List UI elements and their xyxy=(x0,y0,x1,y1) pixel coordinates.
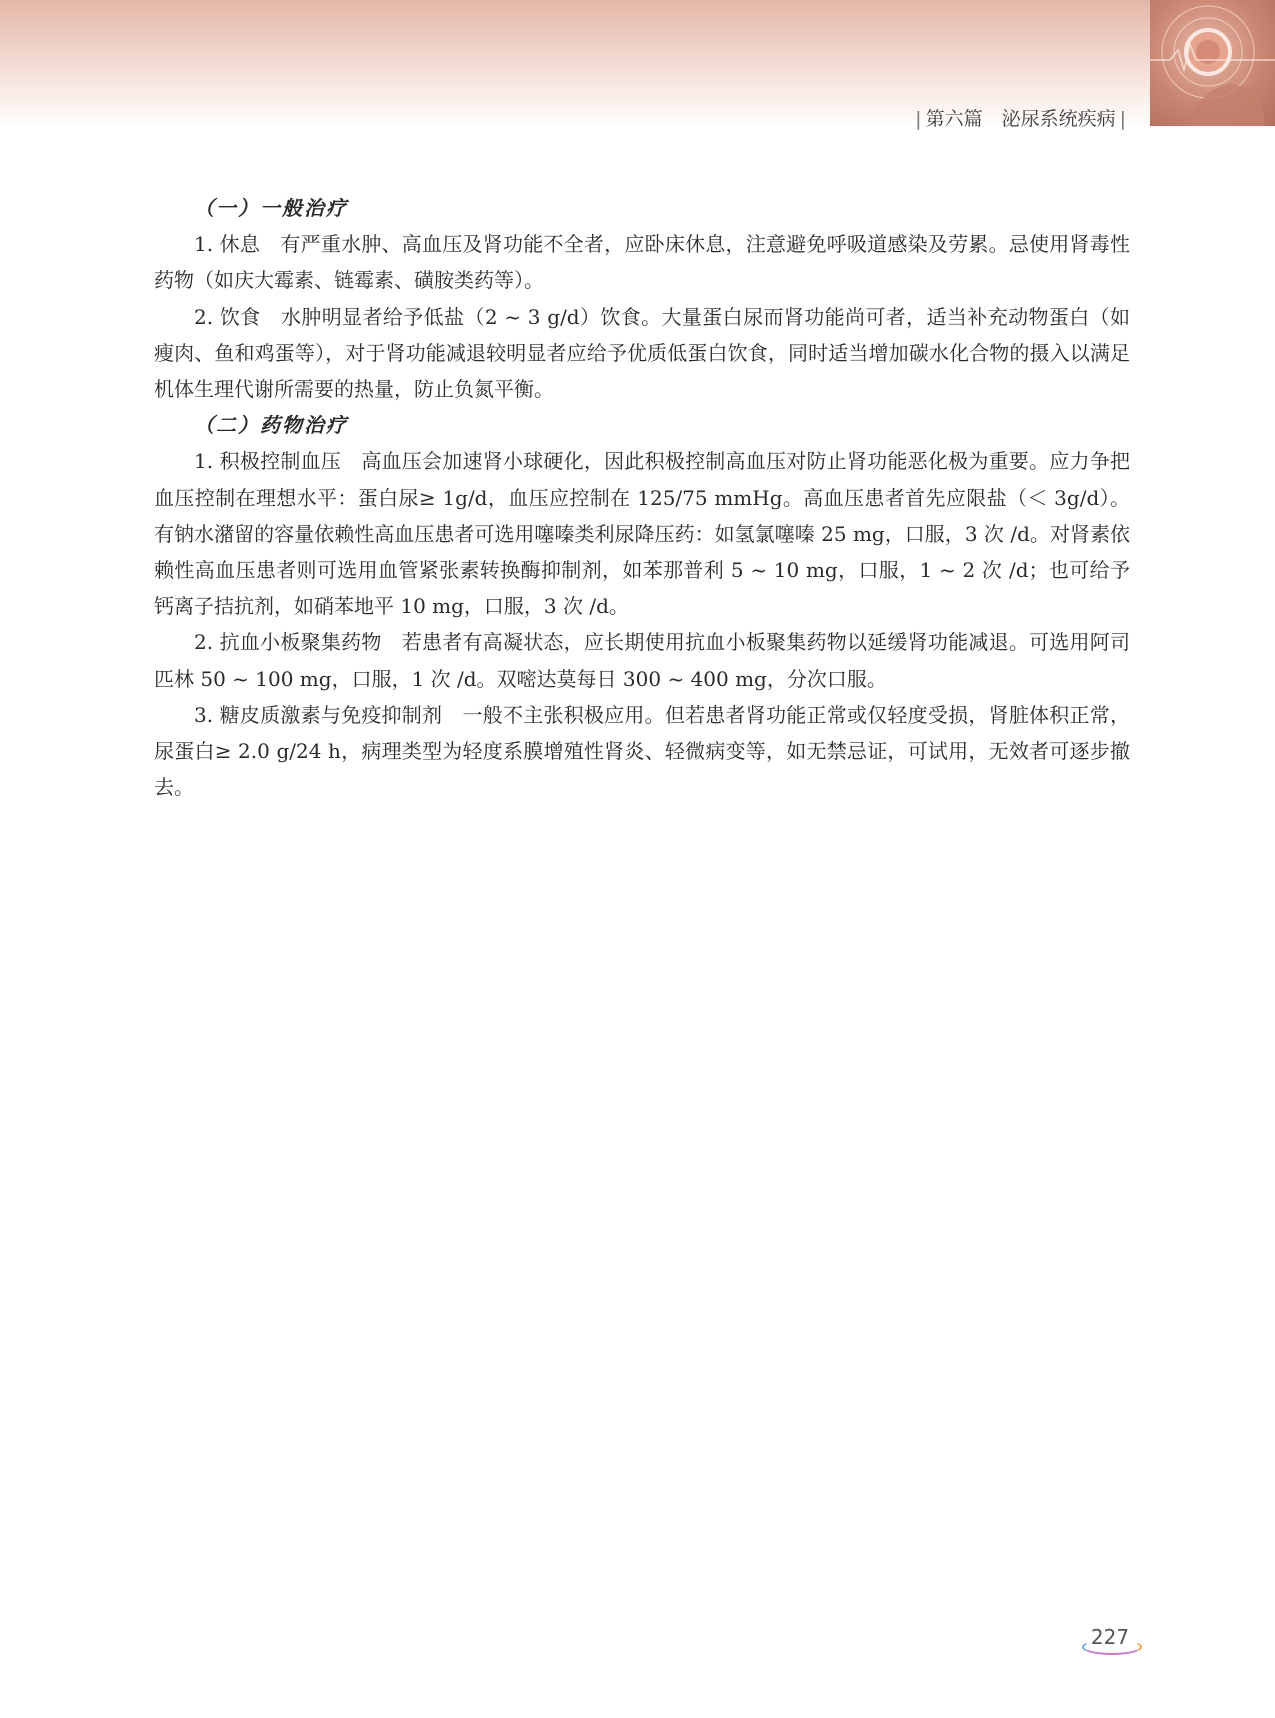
paragraph-antiplatelet: 2. 抗血小板聚集药物 若患者有高凝状态，应长期使用抗血小板聚集药物以延缓肾功能减退。可选用阿司匹林 50 ~ 100 mg，口服，1 次 /d。双嘧达莫每日 300 ~ 400 mg，分次口服。 xyxy=(154,630,1130,691)
stethoscope-icon xyxy=(1150,0,1275,126)
sub-heading-drug: （二）药物治疗 xyxy=(194,413,348,438)
page-number-text: 227 xyxy=(1090,1625,1130,1649)
section-title-text: 第六篇 泌尿系统疾病 xyxy=(925,108,1116,130)
title-bar-left: | xyxy=(915,108,922,130)
section-title xyxy=(911,104,1130,131)
paragraph-steroids: 3. 糖皮质激素与免疫抑制剂 一般不主张积极应用。但若患者肾功能正常或仅轻度受损，肾脏体积正常，尿蛋白≥ 2.0 g/24 h，病理类型为轻度系膜增殖性肾炎、轻微病变等，如无禁忌证，可试用，无效者可逐步撤去。 xyxy=(154,702,1130,800)
paragraph-blood-pressure: 1. 积极控制血压 高血压会加速肾小球硬化，因此积极控制高血压对防止肾功能恶化极为重要。应力争把血压控制在理想水平：蛋白尿≥ 1g/d，血压应控制在 125/75 mmHg。高血压患者首先应限盐（＜ 3g/d）。有钠水潴留的容量依赖性高血压患者可选用噻嗪类利尿降压药：如氢氯噻嗪 25 mg，口服，3 次 /d。对肾素依赖性高血压患者则可选用血管紧张素转换酶抑制剂，如苯那普利 5 ~ 10 mg，口服，1 ~ 2 次 /d；也可给予钙离子拮抗剂，如硝苯地平 10 mg，口服，3 次 /d。 xyxy=(154,449,1130,619)
paragraph-rest: 1. 休息 有严重水肿、高血压及肾功能不全者，应卧床休息，注意避免呼吸道感染及劳累。忌使用肾毒性药物（如庆大霉素、链霉素、磺胺类药等）。 xyxy=(154,232,1130,293)
page-number xyxy=(1080,1625,1140,1655)
body-text xyxy=(154,190,1130,805)
paragraph-diet: 2. 饮食 水肿明显者给予低盐（2 ~ 3 g/d）饮食。大量蛋白尿而肾功能尚可者，适当补充动物蛋白（如瘦肉、鱼和鸡蛋等），对于肾功能减退较明显者应给予优质低蛋白饮食，同时适当增加碳水化合物的摄入以满足机体生理代谢所需要的热量，防止负氮平衡。 xyxy=(154,304,1130,402)
sub-heading-general: （一）一般治疗 xyxy=(194,196,348,220)
title-bar-right: | xyxy=(1119,108,1126,130)
